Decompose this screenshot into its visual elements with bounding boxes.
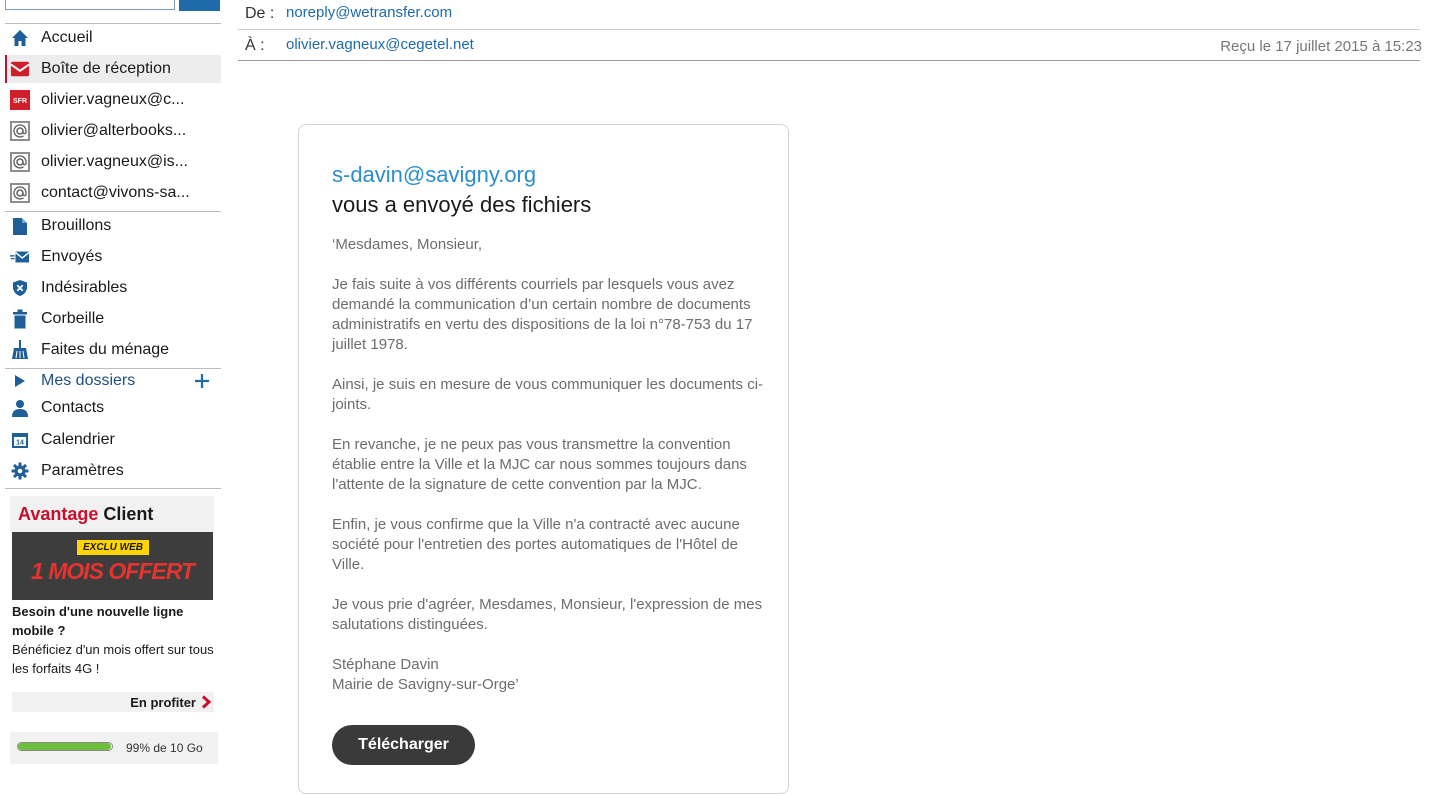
nav-cleanup[interactable] xyxy=(5,336,221,364)
promo-banner-text: 1 MOIS OFFERT xyxy=(31,558,194,584)
nav-calendar[interactable] xyxy=(5,426,221,454)
message-paragraph: En revanche, je ne peux pas vous transmettre la convention établie entre la Ville et la MJC car nous sommes toujours dans l'attente de la signature de cette convention par la MJC. xyxy=(332,436,747,493)
expand-triangle-icon xyxy=(10,371,30,391)
nav-account-is[interactable] xyxy=(5,148,221,176)
at-account-icon xyxy=(10,152,30,172)
search-bar xyxy=(0,0,220,12)
promo-title-black: Client xyxy=(103,504,154,524)
sent-icon xyxy=(10,247,30,267)
calendar-icon xyxy=(10,430,30,450)
to-address[interactable]: olivier.vagneux@cegetel.net xyxy=(286,36,474,53)
inbox-icon xyxy=(10,59,30,79)
nav-label: Mes dossiers xyxy=(41,372,136,389)
plus-icon xyxy=(193,371,211,391)
nav-label: Envoyés xyxy=(41,248,103,265)
nav-account-vivons[interactable] xyxy=(5,179,221,207)
nav-account-sfr[interactable] xyxy=(5,86,221,114)
nav-sent[interactable] xyxy=(5,243,221,271)
nav-account-alterbooks[interactable] xyxy=(5,117,221,145)
nav-contacts[interactable] xyxy=(5,394,221,422)
to-label: À : xyxy=(245,37,265,54)
nav-label: Contacts xyxy=(41,399,105,416)
wetransfer-card xyxy=(298,124,789,794)
nav-home[interactable] xyxy=(5,24,221,52)
sfr-account-icon xyxy=(10,90,30,110)
nav-label: Boîte de réception xyxy=(41,60,171,77)
message-paragraph: Enfin, je vous confirme que la Ville n'a contracté avec aucune société pour l'entretien des portes automatiques de l'Hôtel de Ville. xyxy=(332,516,740,573)
nav-settings[interactable] xyxy=(5,457,221,485)
chevron-right-icon xyxy=(200,695,212,709)
contact-icon xyxy=(10,398,30,418)
message-body xyxy=(332,235,772,695)
at-account-icon xyxy=(10,183,30,203)
nav-label: olivier@alterbooks... xyxy=(41,122,187,139)
promo-headline: Besoin d'une nouvelle ligne mobile ? xyxy=(12,604,184,638)
promo-cta-label: En profiter xyxy=(130,694,196,710)
nav-my-folders[interactable] xyxy=(5,368,221,394)
nav-label: Corbeille xyxy=(41,310,105,327)
trash-icon xyxy=(10,309,30,329)
message-paragraph: Ainsi, je suis en mesure de vous communiquer les documents ci-joints. xyxy=(332,376,764,413)
promo-box xyxy=(10,496,214,712)
broom-icon xyxy=(10,340,30,360)
nav-label: Calendrier xyxy=(41,431,115,448)
calendar-day: 14 xyxy=(16,439,24,447)
promo-banner[interactable] xyxy=(12,532,213,600)
storage-label: 99% de 10 Go xyxy=(126,741,203,755)
nav-label: Accueil xyxy=(41,29,93,46)
sender-email[interactable]: s-davin@savigny.org xyxy=(332,162,537,187)
storage-bar-fill xyxy=(18,743,111,750)
add-folder-button[interactable] xyxy=(193,371,211,391)
signature-org: Mairie de Savigny-sur-Orge’ xyxy=(332,676,519,693)
gear-icon xyxy=(10,461,30,481)
nav-spam[interactable] xyxy=(5,274,221,302)
nav-label: olivier.vagneux@is... xyxy=(41,153,188,170)
exclu-web-badge: EXCLU WEB xyxy=(77,540,149,555)
storage-indicator xyxy=(10,732,218,764)
from-label: De : xyxy=(245,5,275,22)
promo-title-red: Avantage xyxy=(18,504,99,524)
download-button[interactable]: Télécharger xyxy=(332,725,475,765)
message-paragraph: Je vous prie d'agréer, Mesdames, Monsieur, l'expression de mes salutations distinguées. xyxy=(332,596,763,633)
promo-title xyxy=(18,504,153,525)
message-paragraph: ‘Mesdames, Monsieur, xyxy=(332,236,483,253)
at-account-icon xyxy=(10,121,30,141)
sfr-badge: SFR xyxy=(13,98,27,105)
from-address[interactable]: noreply@wetransfer.com xyxy=(286,4,453,21)
search-input[interactable] xyxy=(5,0,175,10)
header-divider xyxy=(238,60,1420,61)
nav-label: olivier.vagneux@c... xyxy=(41,91,185,108)
divider xyxy=(5,488,221,489)
nav-label: Indésirables xyxy=(41,279,128,296)
home-icon xyxy=(10,28,30,48)
card-title: vous a envoyé des fichiers xyxy=(332,192,592,217)
nav-label: Faites du ménage xyxy=(41,341,170,358)
signature xyxy=(332,655,772,695)
nav-label: Brouillons xyxy=(41,217,112,234)
spam-shield-icon xyxy=(10,278,30,298)
sidebar xyxy=(0,0,222,777)
nav-label: Paramètres xyxy=(41,462,124,479)
signature-name: Stéphane Davin xyxy=(332,656,439,673)
storage-bar xyxy=(17,742,113,751)
nav-trash[interactable] xyxy=(5,305,221,333)
promo-header xyxy=(10,496,214,532)
draft-icon xyxy=(10,216,30,236)
received-date: Reçu le 17 juillet 2015 à 15:23 xyxy=(1220,38,1422,55)
promo-cta-button[interactable] xyxy=(12,692,214,712)
nav-drafts[interactable] xyxy=(5,212,221,240)
search-button[interactable] xyxy=(179,0,220,11)
promo-text: Bénéficiez d'un mois offert sur tous les forfaits 4G ! xyxy=(12,642,214,676)
header-divider xyxy=(238,29,1420,30)
nav-inbox[interactable] xyxy=(5,55,221,83)
nav-label: contact@vivons-sa... xyxy=(41,184,190,201)
message-paragraph: Je fais suite à vos différents courriels par lesquels vous avez demandé la communication d’un certain nombre de documents administratifs en vertu des dispositions de la loi n°78-753 du 17 juillet 1978. xyxy=(332,276,753,353)
